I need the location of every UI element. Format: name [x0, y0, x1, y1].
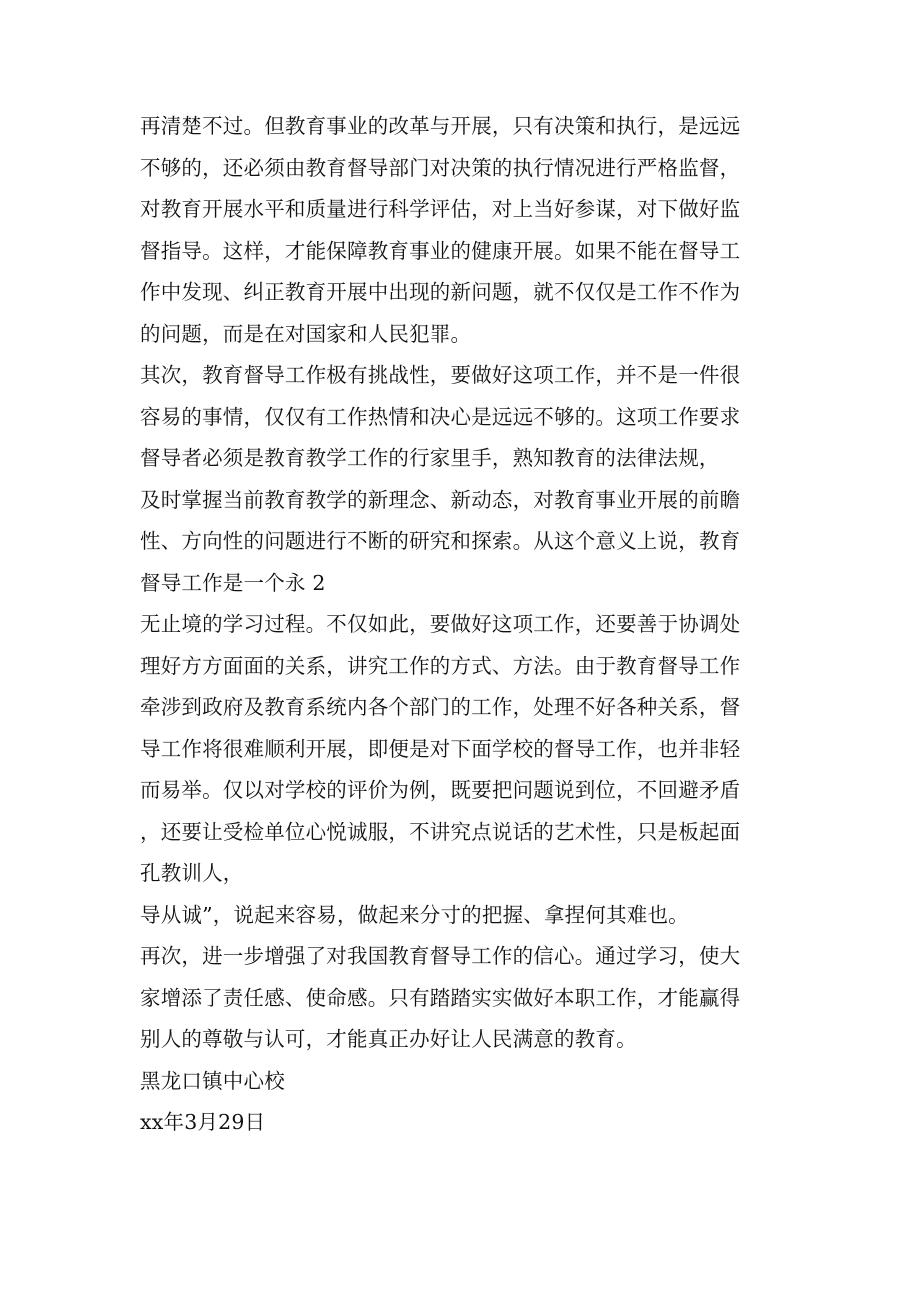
text-line: 再清楚不过。但教育事业的改革与开展，只有决策和执行，是远远 [140, 114, 741, 138]
text-line: 作中发现、纠正教育开展中出现的新问题，就不仅仅是工作不作为 [140, 280, 741, 304]
text-line: 不够的，还必须由教育督导部门对决策的执行情况进行严格监督， [140, 155, 741, 180]
text-line: 别人的尊敬与认可，才能真正办好让人民满意的教育。 [140, 1027, 637, 1051]
text-line: 督导者必须是教育教学工作的行家里手，熟知教育的法律法规， [140, 446, 720, 470]
text-line: 导工作将很难顺利开展，即便是对下面学校的督导工作，也并非轻 [140, 736, 741, 761]
text-line: ，还要让受检单位心悦诚服，不讲究点说话的艺术性，只是板起面 [140, 819, 741, 844]
text-line: 理好方方面面的关系，讲究工作的方式、方法。由于教育督导工作 [140, 653, 741, 678]
text-line: 其次，教育督导工作极有挑战性，要做好这项工作，并不是一件很 [140, 363, 741, 387]
text-line: 家增添了责任感、使命感。只有踏踏实实做好本职工作，才能赢得 [140, 985, 741, 1010]
text-line: 孔教训人， [140, 861, 244, 885]
text-line: 性、方向性的问题进行不断的研究和探索。从这个意义上说，教育 [140, 529, 741, 553]
text-line: 及时掌握当前教育教学的新理念、新动态，对教育事业开展的前瞻 [140, 487, 741, 512]
text-line: 容易的事情，仅仅有工作热情和决心是远远不够的。这项工作要求 [140, 404, 741, 429]
text-line: 无止境的学习过程。不仅如此，要做好这项工作，还要善于协调处 [140, 612, 741, 636]
text-line: 牵涉到政府及教育系统内各个部门的工作，处理不好各种关系，督 [140, 695, 741, 719]
document-body [140, 106, 780, 1144]
text-line: 对教育开展水平和质量进行科学评估，对上当好参谋，对下做好监 [140, 197, 741, 221]
signature-organization: 黑龙口镇中心校 [140, 1068, 285, 1093]
text-line: 导从诚”，说起来容易，做起来分寸的把握、拿捏何其难也。 [140, 902, 689, 927]
text-line: 而易举。仅以对学校的评价为例，既要把问题说到位，不回避矛盾 [140, 778, 741, 802]
text-line: 再次，进一步增强了对我国教育督导工作的信心。通过学习，使大 [140, 944, 741, 968]
text-line: 的问题，而是在对国家和人民犯罪。 [140, 321, 472, 346]
text-line: 督指导。这样，才能保障教育事业的健康开展。如果不能在督导工 [140, 238, 741, 263]
text-line: 督导工作是一个永 2 [140, 570, 326, 595]
signature-date: xx年3月29日 [140, 1110, 266, 1134]
